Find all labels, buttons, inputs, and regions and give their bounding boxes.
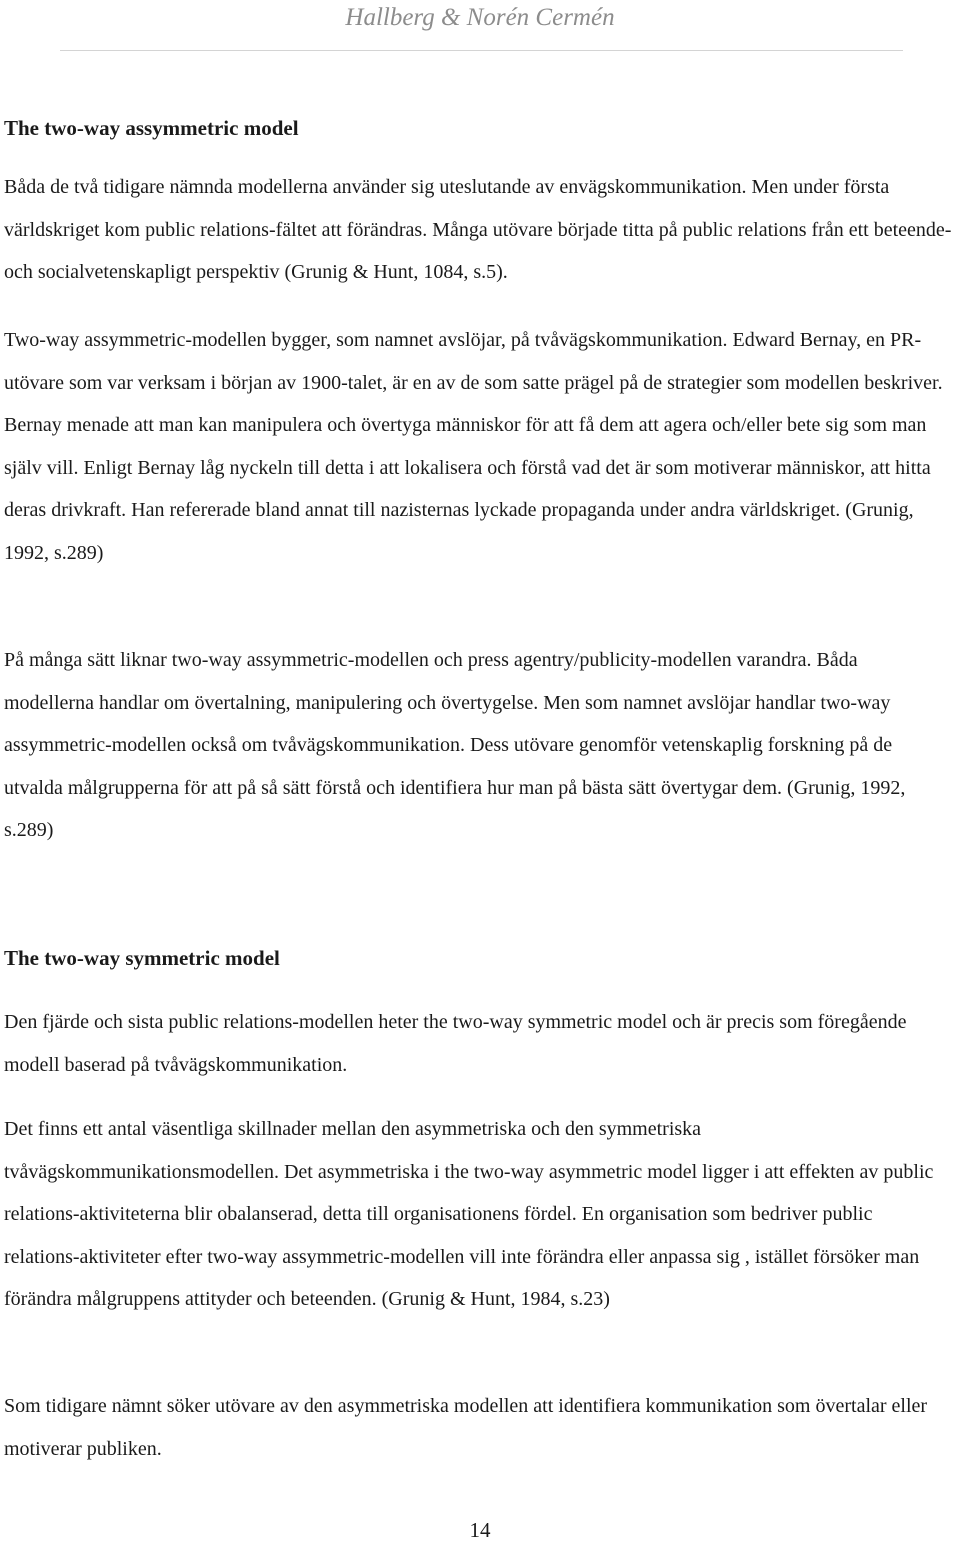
paragraph-symmetric-intro: Den fjärde och sista public relations-modellen heter the two-way symmetric model och är precis som föregående modell baserad på tvåvägskommunikation. [4, 1011, 907, 1076]
running-header: Hallberg & Norén Cermén [345, 4, 615, 31]
paragraph-asymmetric-bernay: Two-way assymmetric-modellen bygger, som namnet avslöjar, på tvåvägskommunikation. Edward Bernay, en PR-utövare som var verksam i början av 1900-talet, är en av de som satte prägel på de strategier som modellen beskriver. Bernay menade att man kan manipulera och övertyga människor för att få dem att agera och/eller bete sig som man själv vill. Enligt Bernay låg nyckeln till detta i att lokalisera och förstå vad det är som motiverar människor, att hitta deras drivkraft. Han refererade bland annat till nazisternas lyckade propaganda under andra världskriget. (Grunig, 1992, s.289) [4, 329, 943, 564]
paragraph-asymmetric-intro: Båda de två tidigare nämnda modellerna använder sig uteslutande av envägskommunikation. Men under första världskriget kom public relations-fältet att förändras. Många utövare började titta på public relations från ett beteende- och socialvetenskapligt perspektiv (Grunig & Hunt, 1084, s.5). [4, 176, 952, 284]
section-heading-symmetric: The two-way symmetric model [4, 946, 280, 970]
page-number: 14 [469, 1518, 491, 1542]
header-rule [60, 50, 903, 51]
paragraph-symmetric-differences: Det finns ett antal väsentliga skillnader mellan den asymmetriska och den symmetriska tvåvägskommunikationsmodellen. Det asymmetriska i the two-way asymmetric model ligger i att effekten av public relations-aktiviteterna blir obalanserad, detta till organisationens fördel. En organisation som bedriver public relations-aktiviteter efter two-way assymmetric-modellen vill inte förändra eller anpassa sig , istället försöker man förändra målgruppens attityder och beteenden. (Grunig & Hunt, 1984, s.23) [4, 1118, 934, 1311]
section-heading-asymmetric: The two-way assymmetric model [4, 116, 299, 140]
paragraph-symmetric-closing: Som tidigare nämnt söker utövare av den asymmetriska modellen att identifiera kommunikation som övertalar eller motiverar publiken. [4, 1395, 928, 1460]
paragraph-asymmetric-comparison: På många sätt liknar two-way assymmetric-modellen och press agentry/publicity-modellen varandra. Båda modellerna handlar om övertalning, manipulering och övertygelse. Men som namnet avslöjar handlar two-way assymmetric-modellen också om tvåvägskommunikation. Dess utövare genomför vetenskaplig forskning på de utvalda målgrupperna för att på så sätt förstå och identifiera hur man på bästa sätt övertygar dem. (Grunig, 1992, s.289) [4, 649, 906, 842]
